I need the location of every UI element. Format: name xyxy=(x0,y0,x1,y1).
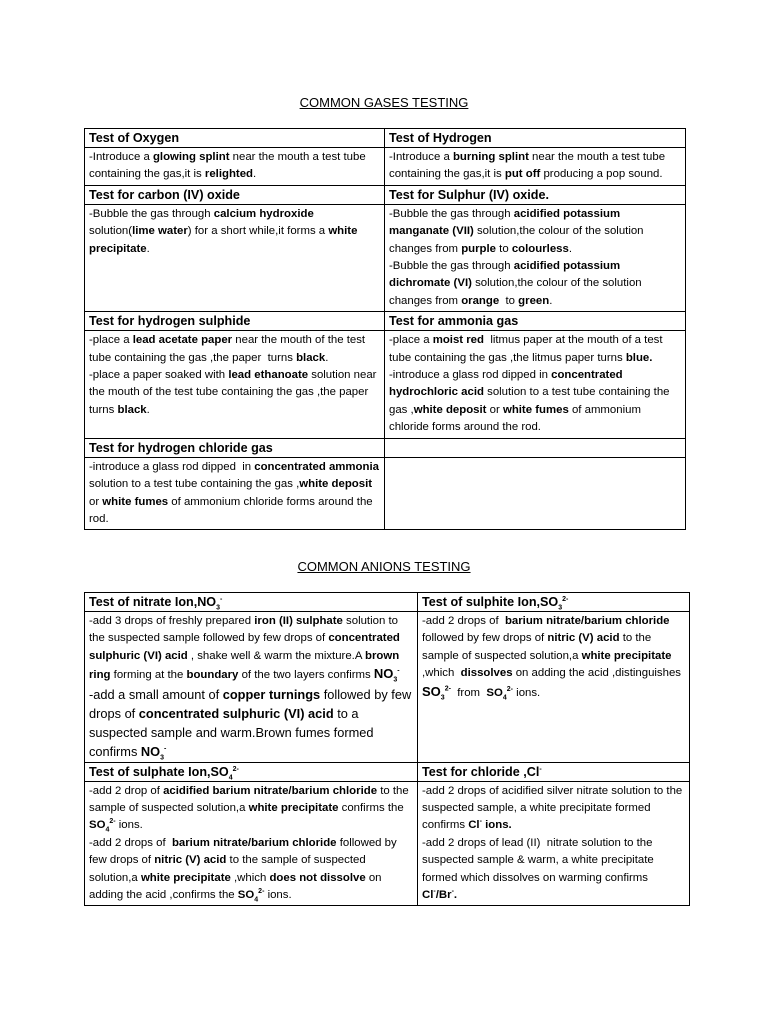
table-row xyxy=(85,438,686,457)
test-so2-heading: Test for Sulphur (IV) oxide. xyxy=(385,185,686,204)
table-row xyxy=(85,331,686,438)
gases-title: COMMON GASES TESTING xyxy=(299,95,469,110)
test-h2s-procedure: -place a lead acetate paper near the mouth of the test tube containing the gas ,the paper turns black. -place a paper soaked with lead ethanoate solution near the mouth of the test tube containing the gas ,the paper turns black. xyxy=(85,331,385,438)
test-sulphate-procedure: -add 2 drop of acidified barium nitrate/barium chloride to the sample of suspected solution,a white precipitate confirms the $SO_4^{2-}$ ions. -add 2 drops of barium nitrate/barium chloride followed by few drops of nitric (V) acid to the sample of suspected solution,a white precipitate ,which does not dissolve on adding the acid ,confirms the $SO_4^{2-}$ ions. xyxy=(85,781,418,906)
test-co2-heading: Test for carbon (IV) oxide xyxy=(85,185,385,204)
test-hcl-heading: Test for hydrogen chloride gas xyxy=(85,438,385,457)
table-row xyxy=(85,457,686,530)
test-ammonia-procedure: -place a moist red litmus paper at the mouth of a test tube containing the gas ,the litmus paper turns blue. -introduce a glass rod dipped in concentrated hydrochloric acid solution to a test tube containing the gas ,white deposit or white fumes of ammonium chloride forms around the rod. xyxy=(385,331,686,438)
table-row xyxy=(85,312,686,331)
test-sulphite-procedure: -add 2 drops of barium nitrate/barium chloride followed by few drops of nitric (V) acid to the sample of suspected solution,a white precipitate ,which dissolves on adding the acid ,distinguishes $SO_3^{2-}$ from $SO_4^{2-}$ ions. xyxy=(418,612,690,763)
test-chloride-heading: Test for chloride ,Cl- xyxy=(418,762,690,781)
test-nitrate-heading: Test of nitrate $Ion,NO_3^-$ xyxy=(85,593,418,612)
test-sulphite-heading: Test of sulphite $Ion,SO_3^{2-}$ xyxy=(418,593,690,612)
test-oxygen-procedure: -Introduce a glowing splint near the mouth a test tube containing the gas,it is relighted. xyxy=(85,148,385,186)
anions-title: COMMON ANIONS TESTING xyxy=(297,559,471,574)
test-ammonia-heading: Test for ammonia gas xyxy=(385,312,686,331)
table-row xyxy=(85,612,690,763)
anions-table xyxy=(84,592,690,906)
table-row xyxy=(85,148,686,186)
test-so2-procedure: -Bubble the gas through acidified potassium manganate (VII) solution,the colour of the solution changes from purple to colourless. -Bubble the gas through acidified potassium dichromate (VI) solution,the colour of the solution changes from orange to green. xyxy=(385,204,686,311)
empty-heading-cell xyxy=(385,438,686,457)
test-hydrogen-heading: Test of Hydrogen xyxy=(385,129,686,148)
table-row xyxy=(85,593,690,612)
test-sulphate-heading: Test of sulphate $Ion,SO_4^{2-}$ xyxy=(85,762,418,781)
test-co2-procedure: -Bubble the gas through calcium hydroxide solution(lime water) for a short while,it forms a white precipitate. xyxy=(85,204,385,311)
test-oxygen-heading: Test of Oxygen xyxy=(85,129,385,148)
test-hydrogen-procedure: -Introduce a burning splint near the mouth a test tube containing the gas,it is put off producing a pop sound. xyxy=(385,148,686,186)
test-hcl-procedure: -introduce a glass rod dipped in concentrated ammonia solution to a test tube containing the gas ,white deposit or white fumes of ammonium chloride forms around the rod. xyxy=(85,457,385,530)
table-row xyxy=(85,762,690,781)
table-row xyxy=(85,185,686,204)
table-row xyxy=(85,204,686,311)
gases-table xyxy=(84,128,686,530)
test-chloride-procedure: -add 2 drops of acidified silver nitrate solution to the suspected sample, a white precipitate formed confirms Cl- ions. -add 2 drops of lead (II) nitrate solution to the suspected sample & warm, a white precipitate formed which dissolves on warming confirms Cl-/Br-. xyxy=(418,781,690,906)
table-row xyxy=(85,129,686,148)
table-row xyxy=(85,781,690,906)
test-nitrate-procedure: -add 3 drops of freshly prepared iron (II) sulphate solution to the suspected sample followed by few drops of concentrated sulphuric (VI) acid , shake well & warm the mixture.A brown ring forming at the boundary of the two layers confirms $NO_3^-$ -add a small amount of copper turnings followed by few drops of concentrated sulphuric (VI) acid to a suspected sample and warm.Brown fumes formed confirms $NO_3^-$ xyxy=(85,612,418,763)
empty-procedure-cell xyxy=(385,457,686,530)
test-h2s-heading: Test for hydrogen sulphide xyxy=(85,312,385,331)
